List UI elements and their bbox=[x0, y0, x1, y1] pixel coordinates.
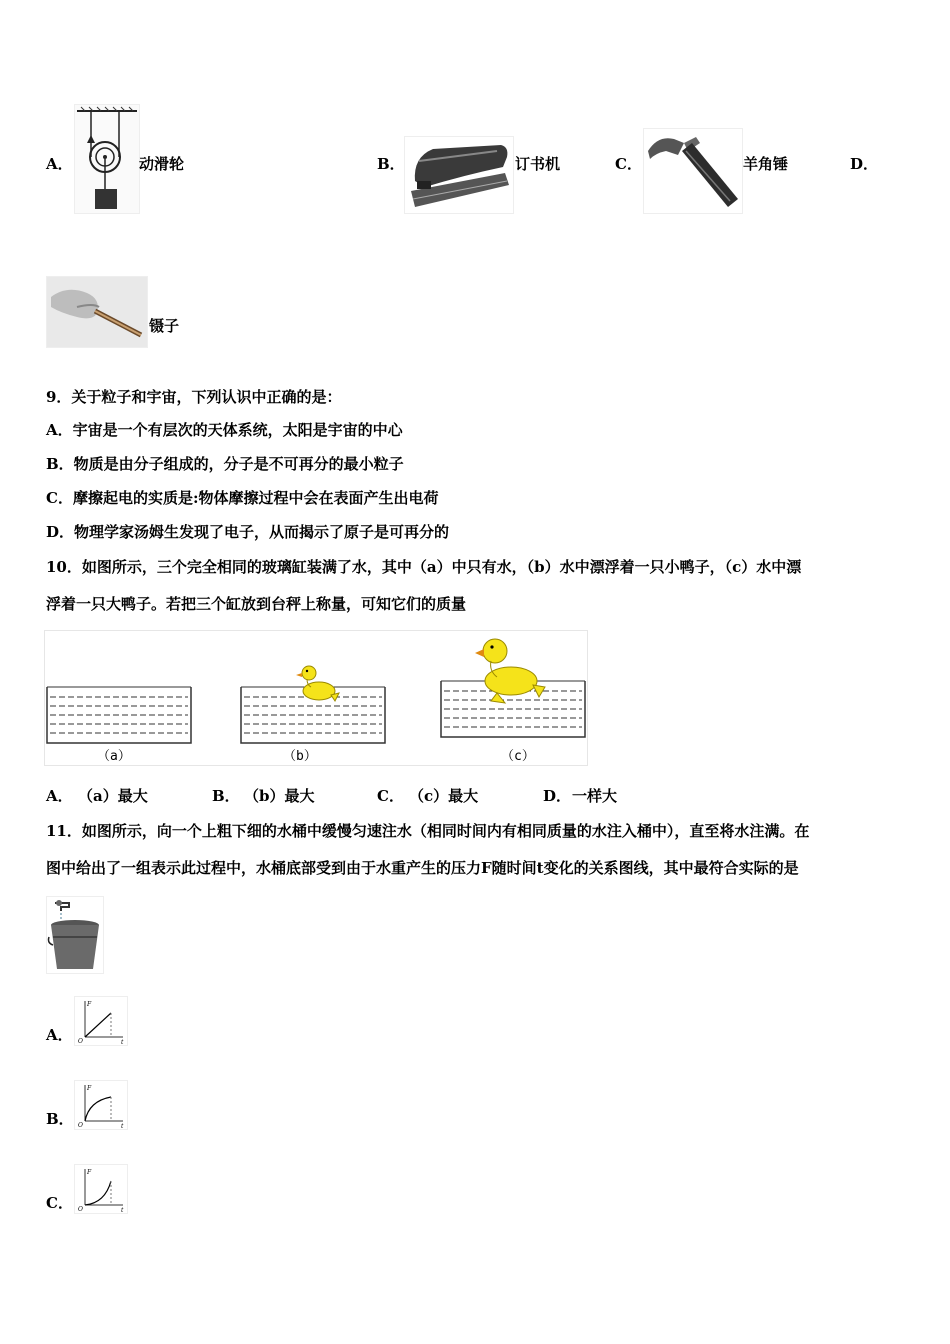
q10-option-d-text: 一样大 bbox=[572, 787, 618, 805]
q10-option-b-text: （b）最大 bbox=[244, 787, 315, 805]
q11-option-b-letter: B． bbox=[46, 1110, 74, 1128]
axis-y-label: F bbox=[87, 1169, 92, 1176]
tank-a bbox=[47, 687, 191, 743]
hammer-icon bbox=[643, 128, 743, 214]
q8-option-a-caption: 动滑轮 bbox=[139, 155, 185, 173]
q9-option-c: C．摩擦起电的实质是:物体摩擦过程中会在表面产生出电荷 bbox=[46, 489, 439, 507]
q8-option-d-letter: D． bbox=[850, 155, 879, 173]
q10-option-d-letter: D． bbox=[543, 787, 572, 805]
stapler-icon bbox=[404, 136, 514, 214]
q8-option-c-letter: C． bbox=[615, 155, 642, 173]
q9-stem: 9．关于粒子和宇宙，下列认识中正确的是： bbox=[46, 388, 342, 406]
axis-y-label: F bbox=[87, 1001, 92, 1008]
q8-option-d-caption: 镊子 bbox=[149, 317, 180, 335]
q9-option-a: A．宇宙是一个有层次的天体系统，太阳是宇宙的中心 bbox=[46, 421, 403, 439]
q11-option-a-letter: A． bbox=[46, 1026, 73, 1044]
small-duck-icon bbox=[296, 666, 339, 701]
q10-option-a-letter: A． bbox=[46, 787, 73, 805]
q8-option-a-letter: A． bbox=[46, 155, 73, 173]
axis-y-label: F bbox=[87, 1085, 92, 1092]
figure-label-c: （c） bbox=[501, 749, 535, 764]
big-duck-icon bbox=[475, 639, 545, 703]
q8-option-b-caption: 订书机 bbox=[515, 155, 561, 173]
q8-option-b-letter: B． bbox=[377, 155, 405, 173]
graph-a-linear bbox=[74, 996, 128, 1046]
q8-option-c-caption: 羊角锤 bbox=[743, 155, 789, 173]
graph-b-concave-down bbox=[74, 1080, 128, 1130]
origin-label: O bbox=[78, 1122, 83, 1129]
q10-option-c-letter: C． bbox=[377, 787, 404, 805]
q10-option-b-letter: B． bbox=[212, 787, 240, 805]
axis-x-label: t bbox=[121, 1039, 124, 1046]
q10-stem-line2: 浮着一只大鸭子。若把三个缸放到台秤上称量，可知它们的质量 bbox=[46, 595, 467, 613]
bucket-icon bbox=[46, 896, 104, 974]
q11-stem-line2: 图中给出了一组表示此过程中，水桶底部受到由于水重产生的压力F随时间t变化的关系图线，其中最符合实际的是 bbox=[46, 859, 799, 877]
tweezers-icon bbox=[46, 276, 148, 348]
figure-label-b: （b） bbox=[283, 749, 317, 764]
tank-c bbox=[441, 639, 585, 737]
figure-label-a: （a） bbox=[97, 749, 131, 764]
origin-label: O bbox=[78, 1038, 83, 1045]
q10-figure bbox=[44, 630, 588, 766]
axis-x-label: t bbox=[121, 1123, 124, 1130]
graph-c-concave-up bbox=[74, 1164, 128, 1214]
q10-option-c-text: （c）最大 bbox=[409, 787, 479, 805]
origin-label: O bbox=[78, 1206, 83, 1213]
q11-option-c-letter: C． bbox=[46, 1194, 73, 1212]
q9-option-d: D．物理学家汤姆生发现了电子，从而揭示了原子是可再分的 bbox=[46, 523, 450, 541]
tank-b bbox=[241, 666, 385, 743]
pulley-icon bbox=[74, 104, 140, 214]
q10-stem-line1: 10．如图所示，三个完全相同的玻璃缸装满了水，其中（a）中只有水，（b）水中漂浮着一只小鸭子，（c）水中漂 bbox=[46, 558, 802, 576]
q9-option-b: B．物质是由分子组成的，分子是不可再分的最小粒子 bbox=[46, 455, 404, 473]
q10-option-a-text: （a）最大 bbox=[78, 787, 148, 805]
axis-x-label: t bbox=[121, 1207, 124, 1214]
q11-stem-line1: 11．如图所示，向一个上粗下细的水桶中缓慢匀速注水（相同时间内有相同质量的水注入桶中），直至将水注满。在 bbox=[46, 822, 810, 840]
